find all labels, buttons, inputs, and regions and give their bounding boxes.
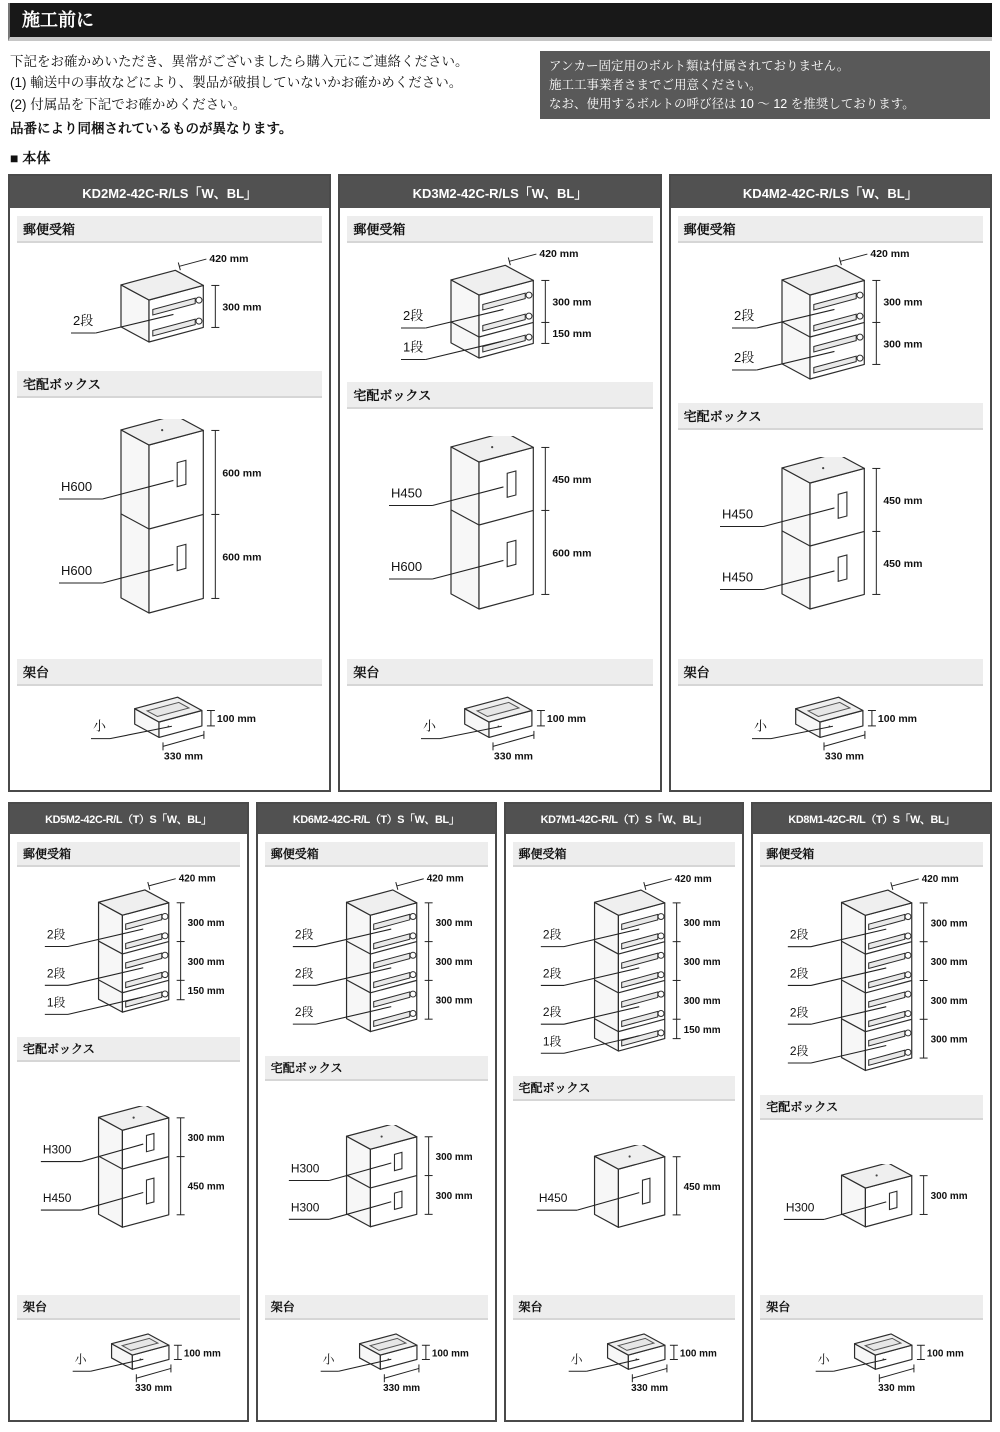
panel-body [10, 834, 247, 1420]
height-dimension-label: 150 mm [683, 1024, 721, 1036]
unit-label: 2段 [542, 1005, 561, 1020]
stand-height-label: 100 mm [216, 713, 257, 726]
section-dev [265, 1056, 488, 1285]
unit-label: 2段 [294, 966, 314, 981]
width-dimension-label: 420 mm [674, 873, 712, 885]
section-header-stand: 架台 [347, 659, 652, 686]
mailbox-diagram [17, 248, 319, 356]
notice-line-1: アンカー固定用のボルト類は付属されておりません。 [549, 59, 850, 73]
section-stand [347, 659, 652, 782]
section-body-dev [347, 409, 652, 649]
section-body-stand [513, 1320, 736, 1412]
delivery-box-diagram [265, 1125, 488, 1241]
unit-label: H600 [61, 563, 93, 578]
unit-label: H300 [290, 1200, 320, 1215]
height-dimension-label: 300 mm [930, 957, 968, 969]
unit-label: H450 [721, 569, 753, 584]
product-panel [504, 802, 745, 1422]
stand-width-label: 330 mm [135, 1382, 173, 1394]
section-header-mail: 郵便受箱 [760, 842, 983, 867]
width-dimension-label: 420 mm [870, 248, 910, 261]
stand-diagram [760, 1329, 983, 1404]
section-header-stand: 架台 [513, 1295, 736, 1320]
panel-title: KD6M2-42C-R/L（T）S「W、BL」 [258, 804, 495, 834]
product-panel [256, 802, 497, 1422]
intro-note: 品番により同梱されているものが異なります。 [10, 120, 293, 136]
height-dimension-label: 300 mm [882, 338, 923, 351]
height-dimension-label: 300 mm [187, 1132, 225, 1144]
width-dimension-label: 420 mm [178, 873, 216, 885]
section-mail [513, 842, 736, 1066]
section-header-dev: 宅配ボックス [17, 371, 322, 398]
product-panel [751, 802, 992, 1422]
section-stand [678, 659, 983, 782]
unit-label: 2段 [46, 927, 66, 942]
section-mail [678, 216, 983, 393]
height-dimension-label: 300 mm [683, 995, 721, 1007]
page-header [8, 3, 992, 41]
section-body-mail [760, 867, 983, 1085]
section-header-dev: 宅配ボックス [17, 1037, 240, 1062]
height-dimension-label: 300 mm [435, 918, 473, 930]
mailbox-diagram [17, 867, 240, 1027]
stand-size-label: 小 [570, 1351, 583, 1366]
delivery-box-diagram [347, 436, 649, 623]
section-stand [17, 1295, 240, 1412]
section-dev [760, 1095, 983, 1285]
delivery-box-diagram [17, 419, 319, 628]
section-body-stand [760, 1320, 983, 1412]
unit-label: 1段 [403, 339, 424, 355]
section-body-dev [265, 1081, 488, 1285]
width-dimension-label: 420 mm [209, 253, 249, 266]
section-header-stand: 架台 [17, 659, 322, 686]
height-dimension-label: 300 mm [222, 301, 262, 314]
section-dev [17, 1037, 240, 1285]
section-body-dev [760, 1120, 983, 1285]
stand-width-label: 330 mm [163, 750, 204, 763]
height-dimension-label: 300 mm [435, 1190, 473, 1202]
mailbox-diagram [265, 867, 488, 1046]
product-panel [669, 174, 992, 792]
section-header-dev: 宅配ボックス [265, 1056, 488, 1081]
stand-size-label: 小 [93, 718, 107, 734]
stand-width-label: 330 mm [382, 1382, 420, 1394]
intro-text [10, 51, 524, 140]
height-dimension-label: 300 mm [435, 995, 473, 1007]
stand-diagram [17, 696, 319, 772]
stand-diagram [678, 696, 980, 772]
panel-title: KD3M2-42C-R/LS「W、BL」 [340, 176, 659, 208]
stand-height-label: 100 mm [547, 713, 587, 726]
section-header-mail: 郵便受箱 [678, 216, 983, 243]
height-dimension-label: 300 mm [187, 918, 225, 930]
unit-label: 1段 [542, 1034, 561, 1049]
section-label-text: 本体 [22, 150, 51, 166]
product-panel [338, 174, 661, 792]
height-dimension-label: 300 mm [435, 956, 473, 968]
panel-body [10, 208, 329, 790]
height-dimension-label: 450 mm [882, 494, 923, 507]
height-dimension-label: 300 mm [552, 296, 592, 309]
height-dimension-label: 450 mm [187, 1181, 225, 1193]
section-body-mail [678, 243, 983, 393]
stand-width-label: 330 mm [494, 750, 534, 763]
stand-diagram [513, 1329, 736, 1404]
delivery-box-diagram [17, 1106, 240, 1242]
intro-row [10, 51, 990, 140]
section-dev [17, 371, 322, 649]
height-dimension-label: 300 mm [930, 918, 968, 930]
panel-body [258, 834, 495, 1420]
height-dimension-label: 300 mm [187, 956, 225, 968]
section-body-stand [265, 1320, 488, 1412]
stand-height-label: 100 mm [927, 1347, 965, 1359]
stand-width-label: 330 mm [878, 1382, 916, 1394]
section-stand [513, 1295, 736, 1412]
unit-label: 2段 [790, 1044, 809, 1059]
unit-label: H300 [290, 1161, 320, 1176]
section-header-stand: 架台 [265, 1295, 488, 1320]
section-body-mail [513, 867, 736, 1066]
product-panel [8, 174, 331, 792]
stand-diagram [347, 696, 649, 772]
height-dimension-label: 300 mm [683, 957, 721, 969]
panel-title: KD7M1-42C-R/L（T）S「W、BL」 [506, 804, 743, 834]
height-dimension-label: 600 mm [552, 546, 592, 559]
unit-label: 2段 [73, 313, 94, 328]
intro-line: 下記をお確かめいただき、異常がございましたら購入元にご連絡ください。 [10, 54, 469, 69]
stand-height-label: 100 mm [679, 1347, 717, 1359]
height-dimension-label: 300 mm [435, 1152, 473, 1164]
stand-size-label: 小 [74, 1351, 87, 1366]
section-header-stand: 架台 [760, 1295, 983, 1320]
section-header-mail: 郵便受箱 [265, 842, 488, 867]
panel-body [340, 208, 659, 790]
section-header-dev: 宅配ボックス [760, 1095, 983, 1120]
section-body-stand [347, 686, 652, 782]
section-body-dev [513, 1101, 736, 1285]
section-body-stand [17, 1320, 240, 1412]
delivery-box-diagram [678, 457, 980, 623]
section-body-mail [17, 243, 322, 361]
section-header-mail: 郵便受箱 [17, 216, 322, 243]
unit-label: 2段 [542, 927, 561, 942]
panel-body [753, 834, 990, 1420]
section-stand [760, 1295, 983, 1412]
width-dimension-label: 420 mm [921, 873, 959, 885]
height-dimension-label: 300 mm [930, 1034, 968, 1046]
panels-row-bottom [8, 802, 992, 1422]
notice-line-3: なお、使用するボルトの呼び径は 10 〜 12 を推奨しております。 [549, 96, 915, 111]
section-body-mail [17, 867, 240, 1027]
section-body-dev [17, 1062, 240, 1285]
stand-height-label: 100 mm [431, 1347, 469, 1359]
height-dimension-label: 450 mm [882, 557, 923, 570]
section-mail [760, 842, 983, 1085]
unit-label: 2段 [790, 966, 809, 981]
unit-label: 2段 [542, 966, 561, 981]
unit-label: H450 [721, 506, 753, 521]
stand-size-label: 小 [423, 718, 437, 734]
stand-height-label: 100 mm [877, 713, 917, 726]
mailbox-diagram [513, 867, 736, 1066]
section-stand [265, 1295, 488, 1412]
unit-label: 2段 [46, 966, 66, 981]
product-panel [8, 802, 249, 1422]
unit-label: 2段 [403, 308, 424, 323]
section-stand [17, 659, 322, 782]
stand-diagram [265, 1329, 488, 1404]
section-header-dev: 宅配ボックス [347, 382, 652, 409]
unit-label: H600 [61, 479, 93, 494]
width-dimension-label: 420 mm [426, 873, 464, 885]
unit-label: H450 [538, 1190, 567, 1205]
notice-box [540, 51, 990, 119]
mailbox-diagram [347, 243, 649, 372]
stand-width-label: 330 mm [630, 1382, 668, 1394]
height-dimension-label: 300 mm [882, 296, 923, 309]
unit-label: 2段 [790, 927, 809, 942]
delivery-box-diagram [760, 1164, 983, 1241]
height-dimension-label: 600 mm [222, 467, 262, 480]
section-header-stand: 架台 [17, 1295, 240, 1320]
delivery-box-diagram [513, 1145, 736, 1242]
stand-size-label: 小 [817, 1351, 830, 1366]
panel-title: KD4M2-42C-R/LS「W、BL」 [671, 176, 990, 208]
section-mail [17, 216, 322, 361]
unit-label: H300 [42, 1142, 72, 1157]
page-title: 施工前に [22, 10, 94, 30]
section-mail [265, 842, 488, 1046]
height-dimension-label: 450 mm [683, 1181, 721, 1193]
section-header-mail: 郵便受箱 [347, 216, 652, 243]
panel-title: KD8M1-42C-R/L（T）S「W、BL」 [753, 804, 990, 834]
section-body-stand [17, 686, 322, 782]
panel-title: KD5M2-42C-R/L（T）S「W、BL」 [10, 804, 247, 834]
panel-body [506, 834, 743, 1420]
section-body-mail [265, 867, 488, 1046]
unit-label: H600 [391, 558, 423, 574]
unit-label: H300 [786, 1200, 815, 1215]
stand-height-label: 100 mm [183, 1347, 221, 1359]
section-header-dev: 宅配ボックス [513, 1076, 736, 1101]
panel-title: KD2M2-42C-R/LS「W、BL」 [10, 176, 329, 208]
section-dev [347, 382, 652, 649]
mailbox-diagram [678, 243, 980, 393]
section-dev [513, 1076, 736, 1285]
height-dimension-label: 300 mm [930, 1191, 968, 1203]
unit-label: 2段 [790, 1005, 809, 1020]
section-header-stand: 架台 [678, 659, 983, 686]
height-dimension-label: 300 mm [683, 918, 721, 930]
panels-row-top [8, 174, 992, 792]
section-header-mail: 郵便受箱 [17, 842, 240, 867]
section-body-dev [678, 430, 983, 649]
unit-label: H450 [42, 1190, 72, 1205]
width-dimension-label: 420 mm [539, 248, 579, 261]
square-bullet-icon: ■ [10, 150, 19, 166]
intro-item-1: (1) 輸送中の事故などにより、製品が破損していないかお確かめください。 [10, 75, 463, 91]
section-body-dev [17, 398, 322, 649]
section-dev [678, 403, 983, 649]
section-body-stand [678, 686, 983, 782]
panel-body [671, 208, 990, 790]
stand-diagram [17, 1329, 240, 1404]
stand-size-label: 小 [322, 1351, 335, 1366]
unit-label: 1段 [46, 995, 66, 1010]
unit-label: 2段 [733, 350, 754, 365]
height-dimension-label: 600 mm [222, 551, 262, 564]
height-dimension-label: 450 mm [552, 473, 592, 486]
mailbox-diagram [760, 867, 983, 1085]
unit-label: 2段 [294, 927, 314, 942]
stand-size-label: 小 [753, 718, 767, 734]
stand-width-label: 330 mm [824, 750, 864, 763]
height-dimension-label: 150 mm [187, 986, 225, 998]
section-body-mail [347, 243, 652, 372]
unit-label: H450 [391, 485, 423, 500]
height-dimension-label: 300 mm [930, 995, 968, 1007]
section-mail [347, 216, 652, 372]
unit-label: 2段 [294, 1005, 314, 1020]
section-header-mail: 郵便受箱 [513, 842, 736, 867]
section-label-body [10, 148, 990, 168]
section-mail [17, 842, 240, 1027]
notice-line-2: 施工工事業者さまでご用意ください。 [549, 77, 762, 92]
height-dimension-label: 150 mm [552, 327, 592, 340]
section-header-dev: 宅配ボックス [678, 403, 983, 430]
unit-label: 2段 [733, 308, 754, 323]
intro-item-2: (2) 付属品を下記でお確かめください。 [10, 96, 247, 112]
